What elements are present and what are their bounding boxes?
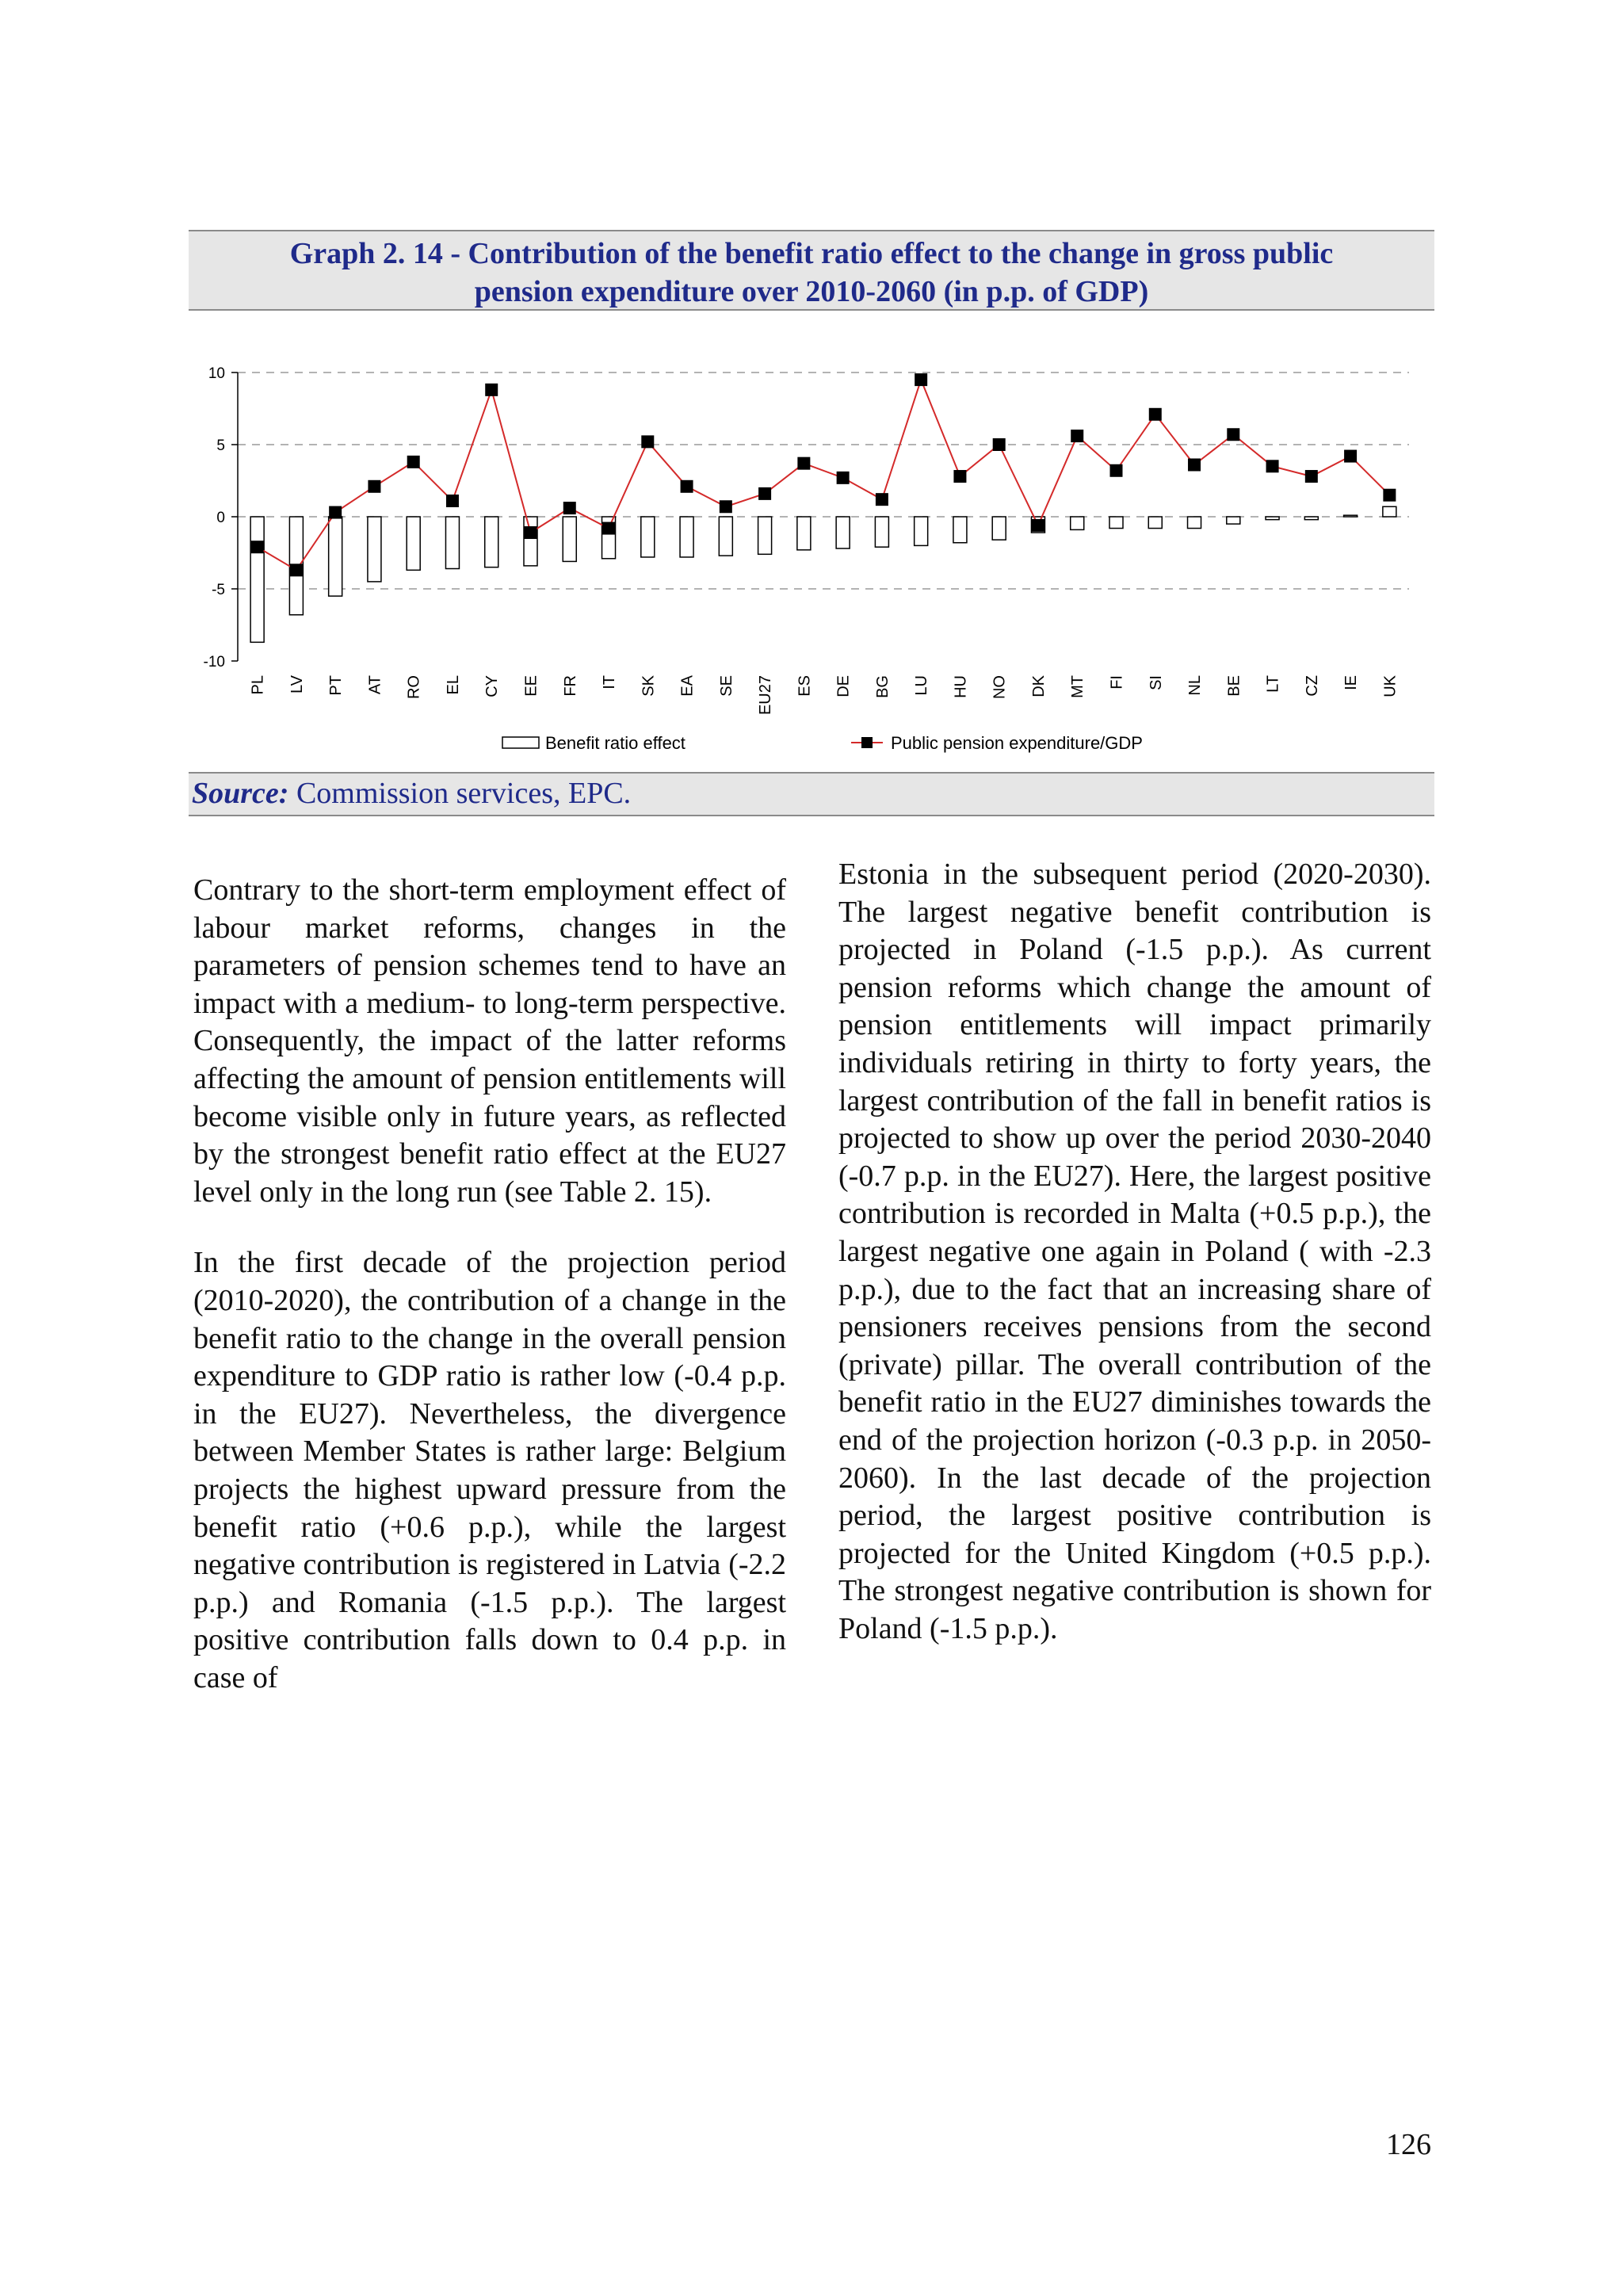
bar-PT [329, 517, 342, 596]
x-tick-label: PT [327, 675, 346, 696]
y-tick-label: -5 [212, 582, 225, 598]
y-tick-label: 10 [208, 365, 225, 382]
x-tick-label: BE [1225, 675, 1243, 697]
point-DK [1032, 519, 1044, 532]
bar-MT [1071, 517, 1084, 529]
x-tick-label: IE [1342, 675, 1361, 690]
bar-AT [368, 517, 381, 582]
x-tick-label: EL [444, 675, 462, 695]
paragraph-left-1: Contrary to the short-term employment effect of labour market reforms, changes in the parameters of pension schemes tend to have an impact with a medium- to long-term perspective. Consequently, the impact of the latter reforms affecting the amount of pension entitlements will become visible only in future years, as reflected by the strongest benefit ratio effect at the EU27 level only in the long run (see Table 2. 15). [193, 873, 786, 1209]
bar-EE [524, 517, 537, 566]
point-CY [485, 384, 498, 396]
point-AT [368, 480, 380, 493]
bar-SI [1148, 517, 1162, 529]
x-tick-label: ES [796, 675, 814, 697]
x-tick-label: CY [483, 675, 502, 697]
point-EE [525, 526, 537, 539]
point-UK [1383, 489, 1396, 502]
point-IT [602, 522, 615, 535]
point-RO [407, 456, 420, 468]
chart-legend [502, 733, 1143, 753]
bar-DE [836, 517, 850, 548]
bar-FI [1109, 517, 1123, 529]
bar-series [250, 506, 1396, 642]
point-NO [993, 438, 1006, 451]
point-EA [681, 480, 693, 493]
point-HU [953, 470, 966, 483]
x-tick-label: NO [991, 675, 1009, 699]
bar-EU27 [758, 517, 772, 554]
source-label: Source: [192, 777, 289, 810]
paragraph-left-2: In the first decade of the projection period (2010-2020), the contribution of a change in the benefit ratio to the change in the overall pension expenditure to GDP ratio is rather low (-0.4 p.p. in the EU27). Nevertheless, the divergence between Member States is rather large: Belgium projects the highest upward pressure from the benefit ratio (+0.6 p.p.), while the largest negative contribution is registered in Latvia (-2.2 p.p.) and Romania (-1.5 p.p.). The largest positive contribution falls down to 0.4 p.p. in case of [193, 1246, 786, 1694]
x-tick-label: SE [717, 675, 735, 697]
point-LU [915, 373, 927, 386]
source-text: Commission services, EPC. [288, 777, 632, 810]
bar-EL [445, 517, 459, 569]
legend-line-label: Public pension expenditure/GDP [891, 733, 1143, 753]
y-tick-label: 0 [216, 510, 225, 526]
graph-title-line-2: pension expenditure over 2010-2060 (in p.p. of GDP) [474, 275, 1149, 308]
x-tick-label: RO [405, 675, 423, 699]
bar-NL [1188, 517, 1201, 529]
bar-NO [992, 517, 1006, 540]
point-ES [797, 457, 810, 470]
bar-SE [719, 517, 732, 556]
page-number: 126 [1386, 2128, 1431, 2161]
x-tick-label: SK [640, 675, 658, 697]
bar-HU [953, 517, 967, 543]
x-tick-label: SI [1147, 675, 1165, 690]
point-SE [720, 500, 732, 513]
x-tick-label: EU27 [757, 675, 775, 716]
x-tick-label: EE [522, 675, 540, 697]
bar-BE [1227, 517, 1240, 524]
x-tick-label: IT [601, 675, 619, 690]
bar-RO [407, 517, 420, 570]
graph-title-line-1: Graph 2. 14 - Contribution of the benefit ratio effect to the change in gross public [289, 237, 1334, 270]
graph-title [189, 230, 1434, 311]
bar-LT [1266, 517, 1279, 520]
point-PL [251, 541, 264, 553]
bar-IE [1344, 515, 1358, 517]
bar-CY [485, 517, 498, 567]
x-tick-label: MT [1069, 675, 1087, 698]
point-SK [641, 435, 654, 448]
point-MT [1071, 430, 1083, 442]
point-EU27 [758, 487, 771, 500]
x-tick-label: UK [1381, 675, 1400, 697]
bar-BG [875, 517, 888, 547]
x-tick-label: LU [913, 675, 931, 696]
legend-bar-swatch [502, 737, 539, 748]
point-FR [563, 502, 576, 514]
bar-LU [915, 517, 928, 545]
pension-expenditure-line [258, 380, 1390, 570]
point-LT [1266, 460, 1279, 472]
bar-CZ [1304, 517, 1318, 520]
bar-SK [641, 517, 655, 557]
x-tick-label: FI [1108, 675, 1126, 690]
y-tick-label: 5 [216, 437, 225, 454]
text-column-left [193, 872, 786, 1730]
y-tick-label: -10 [203, 654, 225, 670]
point-SI [1149, 408, 1162, 421]
text-column-right [838, 856, 1431, 1681]
x-tick-label: LT [1264, 675, 1282, 693]
point-BE [1227, 428, 1239, 441]
benefit-ratio-chart [189, 333, 1434, 769]
bar-ES [797, 517, 811, 550]
x-tick-label: HU [952, 675, 970, 698]
x-tick-label: BG [873, 675, 892, 698]
legend-marker-swatch [861, 737, 873, 748]
paragraph-right-1: Estonia in the subsequent period (2020-2030). The largest negative benefit contribution is projected in Poland (-1.5 p.p.). As current pension reforms which change the amount of pension entitlements will impact primarily individuals retiring in thirty to forty years, the largest contribution of the fall in benefit ratios is projected to show up over the period 2030-2040 (-0.7 p.p. in the EU27). Here, the largest positive contribution is recorded in Malta (+0.5 p.p.), the largest negative one again in Poland ( with -2.3 p.p.), due to the fact that an increasing share of pensioners receives pensions from the second (private) pillar. The overall contribution of the benefit ratio in the EU27 diminishes towards the end of the projection horizon (-0.3 p.p. in 2050-2060). In the last decade of the projection period, the largest positive contribution is projected for the United Kingdom (+0.5 p.p.). The strongest negative contribution is shown for Poland (-1.5 p.p.). [838, 858, 1431, 1645]
x-tick-label: LV [288, 675, 306, 693]
point-FI [1110, 464, 1123, 477]
bar-FR [563, 517, 576, 561]
point-NL [1188, 458, 1201, 471]
x-tick-label: FR [561, 675, 579, 697]
point-BG [876, 493, 888, 506]
legend-bar-label: Benefit ratio effect [545, 733, 685, 753]
point-DE [837, 472, 850, 484]
x-tick-label: NL [1186, 675, 1205, 696]
x-tick-label: PL [249, 675, 267, 695]
x-tick-label: EA [678, 675, 697, 697]
point-EL [446, 495, 459, 507]
point-PT [329, 506, 342, 519]
point-LV [290, 563, 303, 576]
point-IE [1344, 450, 1357, 463]
point-CZ [1305, 470, 1318, 483]
x-tick-label: DE [834, 675, 853, 697]
bar-PL [250, 517, 264, 642]
bar-EA [680, 517, 693, 557]
line-series [251, 373, 1396, 576]
x-tick-label: AT [366, 675, 384, 695]
x-tick-label: DK [1029, 675, 1048, 697]
graph-source [189, 772, 1434, 816]
bar-UK [1383, 506, 1396, 517]
chart-axes [231, 372, 238, 661]
x-tick-label: CZ [1303, 675, 1321, 697]
